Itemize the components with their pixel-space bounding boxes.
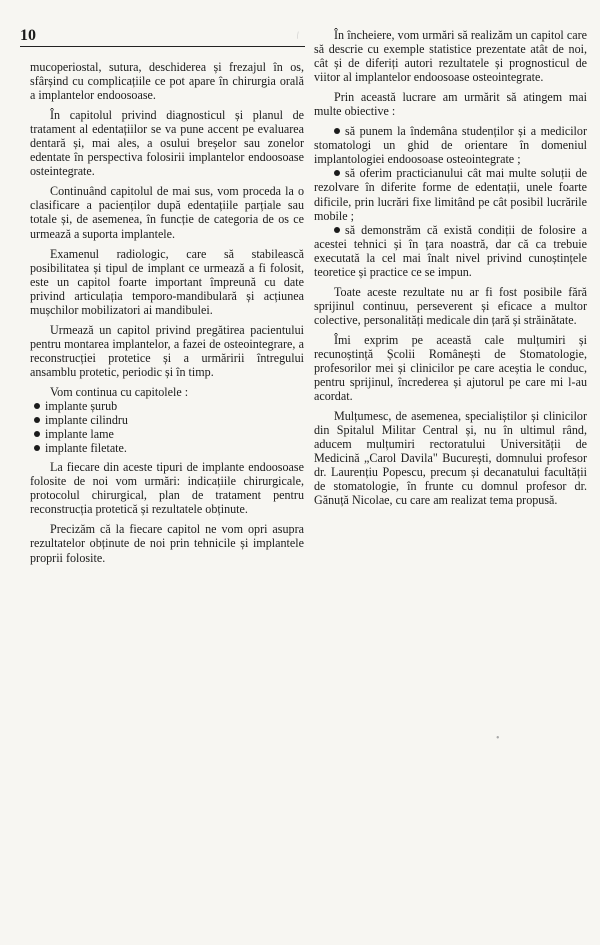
bullet-icon [334,170,340,176]
list-item: implante filetate. [34,441,304,455]
scan-speck: • [496,733,500,744]
paragraph: În capitolul privind diagnosticul și planul de tratament al edentațiilor se va pune accent pe evaluarea dentară și, mai ales, a osului breșelor sau zonelor edentate în perspectiva folosirii implantelor endoosoase osteintegrate. [30,108,304,179]
paragraph: Continuând capitolul de mai sus, vom proceda la o clasificare a pacienților după edentațiile parțiale sau totale și, de asemenea, în funcție de categoria de os ce urmează a suporta implantele. [30,184,304,241]
list-item: implante cilindru [34,413,304,427]
page-number: 10 [20,27,36,44]
paragraph: La fiecare din aceste tipuri de implante endoosoase folosite de noi vom urmări: indicațiile chirurgicale, protocolul chirurgical, plan de tratament pentru reconstrucția protetică și rezultatele obținute. [30,460,304,517]
bullet-icon [34,445,40,451]
paragraph: Precizăm că la fiecare capitol ne vom opri asupra rezultatelor obținute de noi prin tehnicile și implantele proprii folosite. [30,522,304,565]
paragraph: mucoperiostal, sutura, deschiderea și frezajul în os, sfârșind cu complicațiile ce pot apare în chirurgia orală a implantelor endoosoase. [30,60,304,103]
paragraph: În încheiere, vom urmări să realizăm un capitol care să descrie cu exemple statistice prezentate atât de noi, cât și de diferiți autori rezultatele și prognosticul de viitor al implantelor endoosoase osteointegrate. [314,28,587,85]
paragraph: Urmează un capitol privind pregătirea pacientului pentru montarea implantelor, a fazei de osteointegrare, a reconstrucției protetice și a urmăririi întregului ansamblu protetic, periodic și în timp. [30,322,304,379]
bullet-icon [34,417,40,423]
bullet-icon [34,431,40,437]
paragraph: Toate aceste rezultate nu ar fi fost posibile fără sprijinul continuu, perseverent și eficace a multor colective, personalități medicale din țară și străinătate. [314,284,587,327]
objective-item: să oferim practicianului cât mai multe soluții de rezolvare în diferite forme de edentații, unele foarte dificile, prin lucrări fixe limitând pe cât posibil lucrările mobile ; [314,166,587,223]
list-item: implante șurub [34,399,304,413]
paragraph: Mulțumesc, de asemenea, specialiștilor și clinicilor din Spitalul Militar Central și, nu în ultimul rând, aducem mulțumiri rectoratului Universității de Medicină „Carol Davila" București, domnului profesor dr. Laurențiu Popescu, precum și decanatului facultății de stomatologie, în frunte cu domnul profesor dr. Gănuță Nicolae, cu care am realizat tema propusă. [314,409,587,508]
paragraph: Examenul radiologic, care să stabilească posibilitatea și tipul de implant ce urmează a fi folosit, este un capitol foarte important împreună cu date privind articulația temporo-mandibulară și acțiunea mușchilor mobilizatori ai mandibulei. [30,246,304,317]
bullet-icon [34,403,40,409]
objective-item: să demonstrăm că există condiții de folosire a acestei tehnici și în țara noastră, dar că ca trebuie executată la cel mai înalt nivel privind cunoștințele teoretice și practice ce se impun. [314,222,587,279]
right-column [314,28,587,514]
paragraph: Prin această lucrare am urmărit să atingem mai multe obiective : [314,90,587,119]
implant-types-list [30,399,304,455]
left-column [30,60,304,571]
bullet-icon [334,227,340,233]
list-item: implante lame [34,427,304,441]
objective-item: să punem la îndemâna studenților și a medicilor stomatologi un ghid de orientare în domeniul implantologiei endoosoase osteointegrate ; [314,124,587,167]
page-header [20,26,305,47]
scan-mark: ⁄ [295,30,302,40]
paragraph: Îmi exprim pe această cale mulțumiri și recunoștință Școlii Românești de Stomatologie, profesorilor mei și clinicilor pe care aceștia le conduc, pentru sprijinul, încrederea și ajutorul pe care mi l-au acordat. [314,332,587,404]
list-intro: Vom continua cu capitolele : [50,384,189,399]
bullet-icon [334,128,340,134]
